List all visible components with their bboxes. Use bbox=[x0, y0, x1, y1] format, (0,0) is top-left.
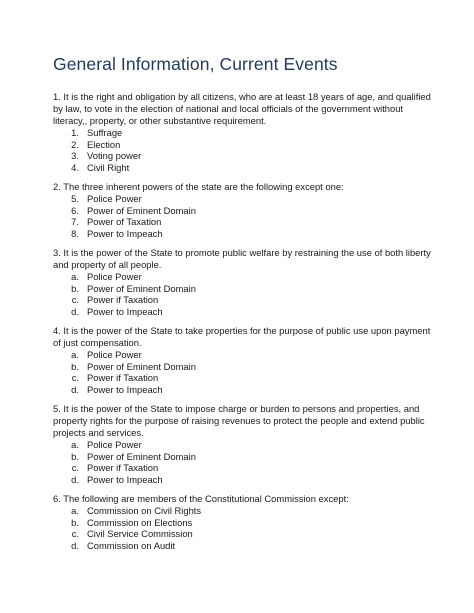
list-item bbox=[66, 474, 434, 486]
list-item bbox=[66, 139, 434, 151]
option-list bbox=[53, 271, 434, 317]
option-text: Power of Eminent Domain bbox=[87, 360, 196, 372]
list-item bbox=[66, 228, 434, 240]
option-marker: 6. bbox=[71, 204, 79, 216]
question-text: 1. It is the right and obligation by all citizens, who are at least 18 years of age, and qualified by law, to vote in the election of national and local officials of the government without literacy,, property, or other substantive requirement. bbox=[53, 91, 431, 126]
option-text: Commission on Civil Rights bbox=[87, 505, 202, 516]
option-list bbox=[53, 439, 434, 485]
list-item bbox=[66, 540, 434, 552]
question-5 bbox=[53, 403, 434, 485]
option-text: Power of Eminent Domain bbox=[87, 204, 196, 216]
question-text: 6. The following are members of the Constitutional Commission except: bbox=[53, 493, 349, 504]
option-marker: a. bbox=[71, 349, 79, 360]
option-marker: d. bbox=[71, 383, 79, 395]
option-text: Power of Taxation bbox=[87, 216, 162, 227]
option-marker: 3. bbox=[71, 150, 79, 161]
option-marker: b. bbox=[71, 360, 79, 372]
option-marker: 1. bbox=[71, 127, 79, 138]
option-marker: d. bbox=[71, 305, 79, 317]
list-item bbox=[66, 517, 434, 529]
option-marker: 8. bbox=[71, 227, 79, 239]
option-marker: a. bbox=[71, 439, 79, 450]
list-item bbox=[66, 150, 434, 162]
option-text: Election bbox=[87, 138, 121, 150]
option-text: Commission on Elections bbox=[87, 516, 193, 528]
list-item bbox=[66, 294, 434, 306]
option-text: Power of Eminent Domain bbox=[87, 282, 196, 294]
page-title: General Information, Current Events bbox=[53, 54, 338, 74]
option-marker: 5. bbox=[71, 193, 79, 204]
option-text: Commission on Audit bbox=[87, 539, 176, 551]
option-text: Civil Service Commission bbox=[87, 528, 193, 539]
question-text: 2. The three inherent powers of the state are the following except one: bbox=[53, 181, 344, 192]
option-marker: b. bbox=[71, 516, 79, 528]
list-item bbox=[66, 439, 434, 451]
list-item bbox=[66, 505, 434, 517]
question-text: 4. It is the power of the State to take properties for the purpose of public use upon payment of just compensation. bbox=[53, 325, 431, 348]
list-item bbox=[66, 349, 434, 361]
option-text: Police Power bbox=[87, 439, 142, 450]
option-text: Police Power bbox=[87, 271, 142, 282]
option-text: Power if Taxation bbox=[87, 294, 159, 305]
option-marker: b. bbox=[71, 282, 79, 294]
list-item bbox=[66, 127, 434, 139]
option-text: Power to Impeach bbox=[87, 383, 163, 395]
option-text: Police Power bbox=[87, 349, 142, 360]
option-list bbox=[53, 505, 434, 551]
option-text: Power to Impeach bbox=[87, 473, 163, 485]
list-item bbox=[66, 193, 434, 205]
question-6 bbox=[53, 493, 434, 551]
list-item bbox=[66, 306, 434, 318]
option-marker: 2. bbox=[71, 138, 79, 150]
question-2 bbox=[53, 181, 434, 239]
list-item bbox=[66, 205, 434, 217]
list-item bbox=[66, 451, 434, 463]
option-marker: d. bbox=[71, 539, 79, 551]
option-marker: a. bbox=[71, 505, 79, 516]
question-1 bbox=[53, 91, 434, 173]
option-text: Police Power bbox=[87, 193, 142, 204]
option-list bbox=[53, 349, 434, 395]
list-item bbox=[66, 216, 434, 228]
option-text: Power if Taxation bbox=[87, 372, 159, 383]
option-marker: 7. bbox=[71, 216, 79, 227]
option-text: Civil Right bbox=[87, 161, 130, 173]
option-marker: c. bbox=[71, 462, 79, 473]
option-marker: a. bbox=[71, 271, 79, 282]
list-item bbox=[66, 271, 434, 283]
option-text: Power to Impeach bbox=[87, 305, 163, 317]
list-item bbox=[66, 462, 434, 474]
option-marker: c. bbox=[71, 528, 79, 539]
option-text: Voting power bbox=[87, 150, 142, 161]
list-item bbox=[66, 361, 434, 373]
question-text: 5. It is the power of the State to impose charge or burden to persons and properties, and property rights for the purpose of raising revenues to protect the people and extend public projects and services. bbox=[53, 403, 425, 438]
option-list bbox=[53, 193, 434, 239]
option-text: Power of Eminent Domain bbox=[87, 450, 196, 462]
option-list bbox=[53, 127, 434, 173]
list-item bbox=[66, 528, 434, 540]
option-marker: d. bbox=[71, 473, 79, 485]
question-text: 3. It is the power of the State to promote public welfare by restraining the use of both liberty and property of all people. bbox=[53, 247, 431, 270]
question-4 bbox=[53, 325, 434, 395]
option-marker: b. bbox=[71, 450, 79, 462]
option-marker: c. bbox=[71, 294, 79, 305]
list-item bbox=[66, 162, 434, 174]
option-marker: 4. bbox=[71, 161, 79, 173]
option-text: Power if Taxation bbox=[87, 462, 159, 473]
option-marker: c. bbox=[71, 372, 79, 383]
option-text: Suffrage bbox=[87, 127, 123, 138]
list-item bbox=[66, 384, 434, 396]
option-text: Power to Impeach bbox=[87, 227, 163, 239]
list-item bbox=[66, 283, 434, 295]
list-item bbox=[66, 372, 434, 384]
question-3 bbox=[53, 247, 434, 317]
